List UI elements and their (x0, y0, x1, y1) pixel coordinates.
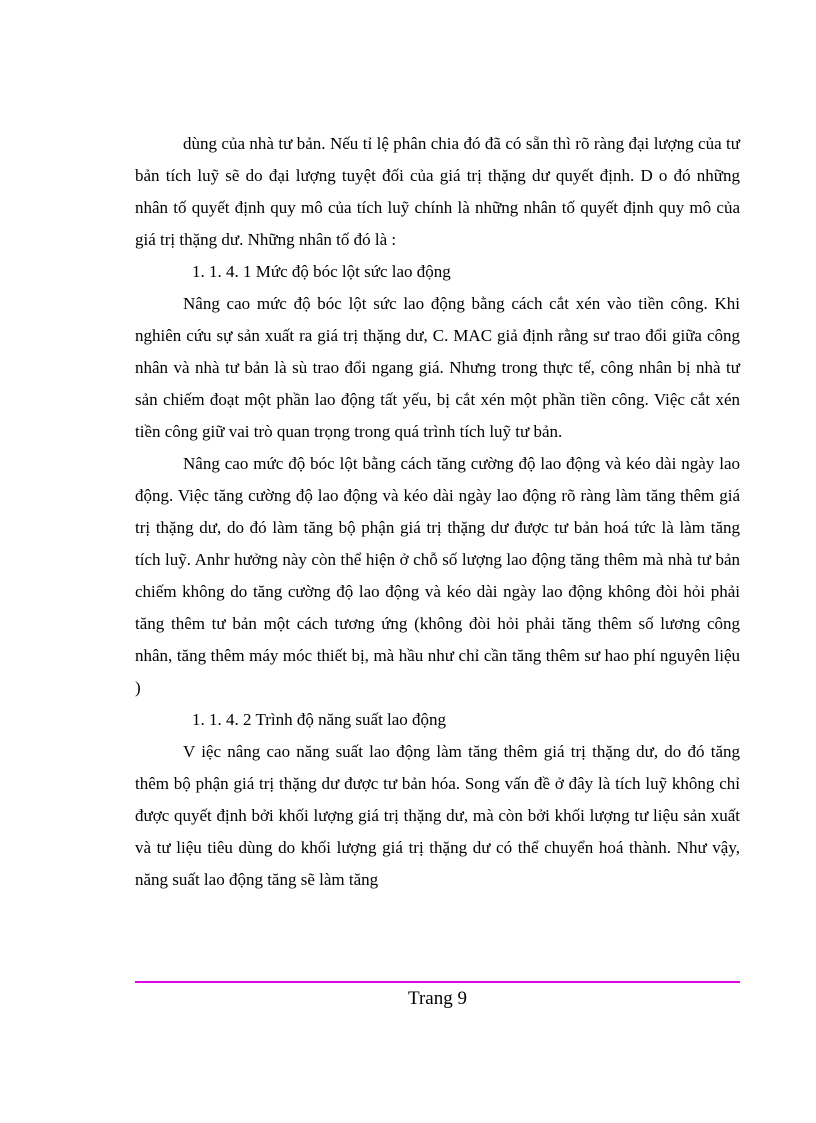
section-heading-1-1-4-1: 1. 1. 4. 1 Mức độ bóc lột sức lao động (192, 262, 451, 281)
paragraph-wage-cutting: Nâng cao mức độ bóc lột sức lao động bằng cách cắt xén vào tiền công. Khi nghiên cứu sự sản xuất ra giá trị thặng dư, C. MAC giả định rằng sư trao đổi giữa công nhân và nhà tư bản là sù trao đổi ngang giá. Nhưng trong thực tế, công nhân bị nhà tư sản chiếm đoạt một phần lao động tất yếu, bị cắt xén một phần tiền công. Việc cắt xén tiền công giữ vai trò quan trọng trong quá trình tích luỹ tư bản. (135, 294, 740, 441)
paragraph-labor-intensity: Nâng cao mức độ bóc lột bằng cách tăng cường độ lao động và kéo dài ngày lao động. Việc tăng cường độ lao động và kéo dài ngày lao động rõ ràng làm tăng thêm giá trị thặng dư, do đó làm tăng bộ phận giá trị thặng dư được tư bản hoá tức là làm tăng tích luỹ. Anhr hưởng này còn thể hiện ở chỗ số lượng lao động tăng thêm mà nhà tư bản chiếm không do tăng cường độ lao động và kéo dài ngày lao động không đòi hỏi phải tăng thêm tư bản một cách tương ứng (không đòi hỏi phải tăng thêm số lương công nhân, tăng thêm máy móc thiết bị, mà hầu như chỉ cần tăng thêm sư hao phí nguyên liệu ) (135, 454, 740, 697)
section-heading-1-1-4-2: 1. 1. 4. 2 Trình độ năng suất lao động (192, 710, 447, 729)
footer-divider (135, 981, 740, 983)
paragraph-productivity: V iệc nâng cao năng suất lao động làm tăng thêm giá trị thặng dư, do đó tăng thêm bộ phận giá trị thặng dư được tư bản hóa. Song vấn đề ở đây là tích luỹ không chỉ được quyết định bởi khối lượng giá trị thặng dư, mà còn bởi khối lượng tư liệu sản xuất và tư liệu tiêu dùng do khối lượng giá trị thặng dư có thể chuyển hoá thành. Như vậy, năng suất lao động tăng sẽ làm tăng (135, 742, 740, 889)
page-number: Trang 9 (408, 988, 467, 1009)
document-body (135, 128, 740, 896)
paragraph-continuation: dùng của nhà tư bản. Nếu tỉ lệ phân chia đó đã có sẵn thì rõ ràng đại lượng của tư bản tích luỹ sẽ do đại lượng tuyệt đối của giá trị thặng dư quyết định. D o đó những nhân tố quyết định quy mô của tích luỹ chính là những nhân tố quyết định quy mô của giá trị thặng dư. Những nhân tố đó là : (135, 134, 740, 249)
